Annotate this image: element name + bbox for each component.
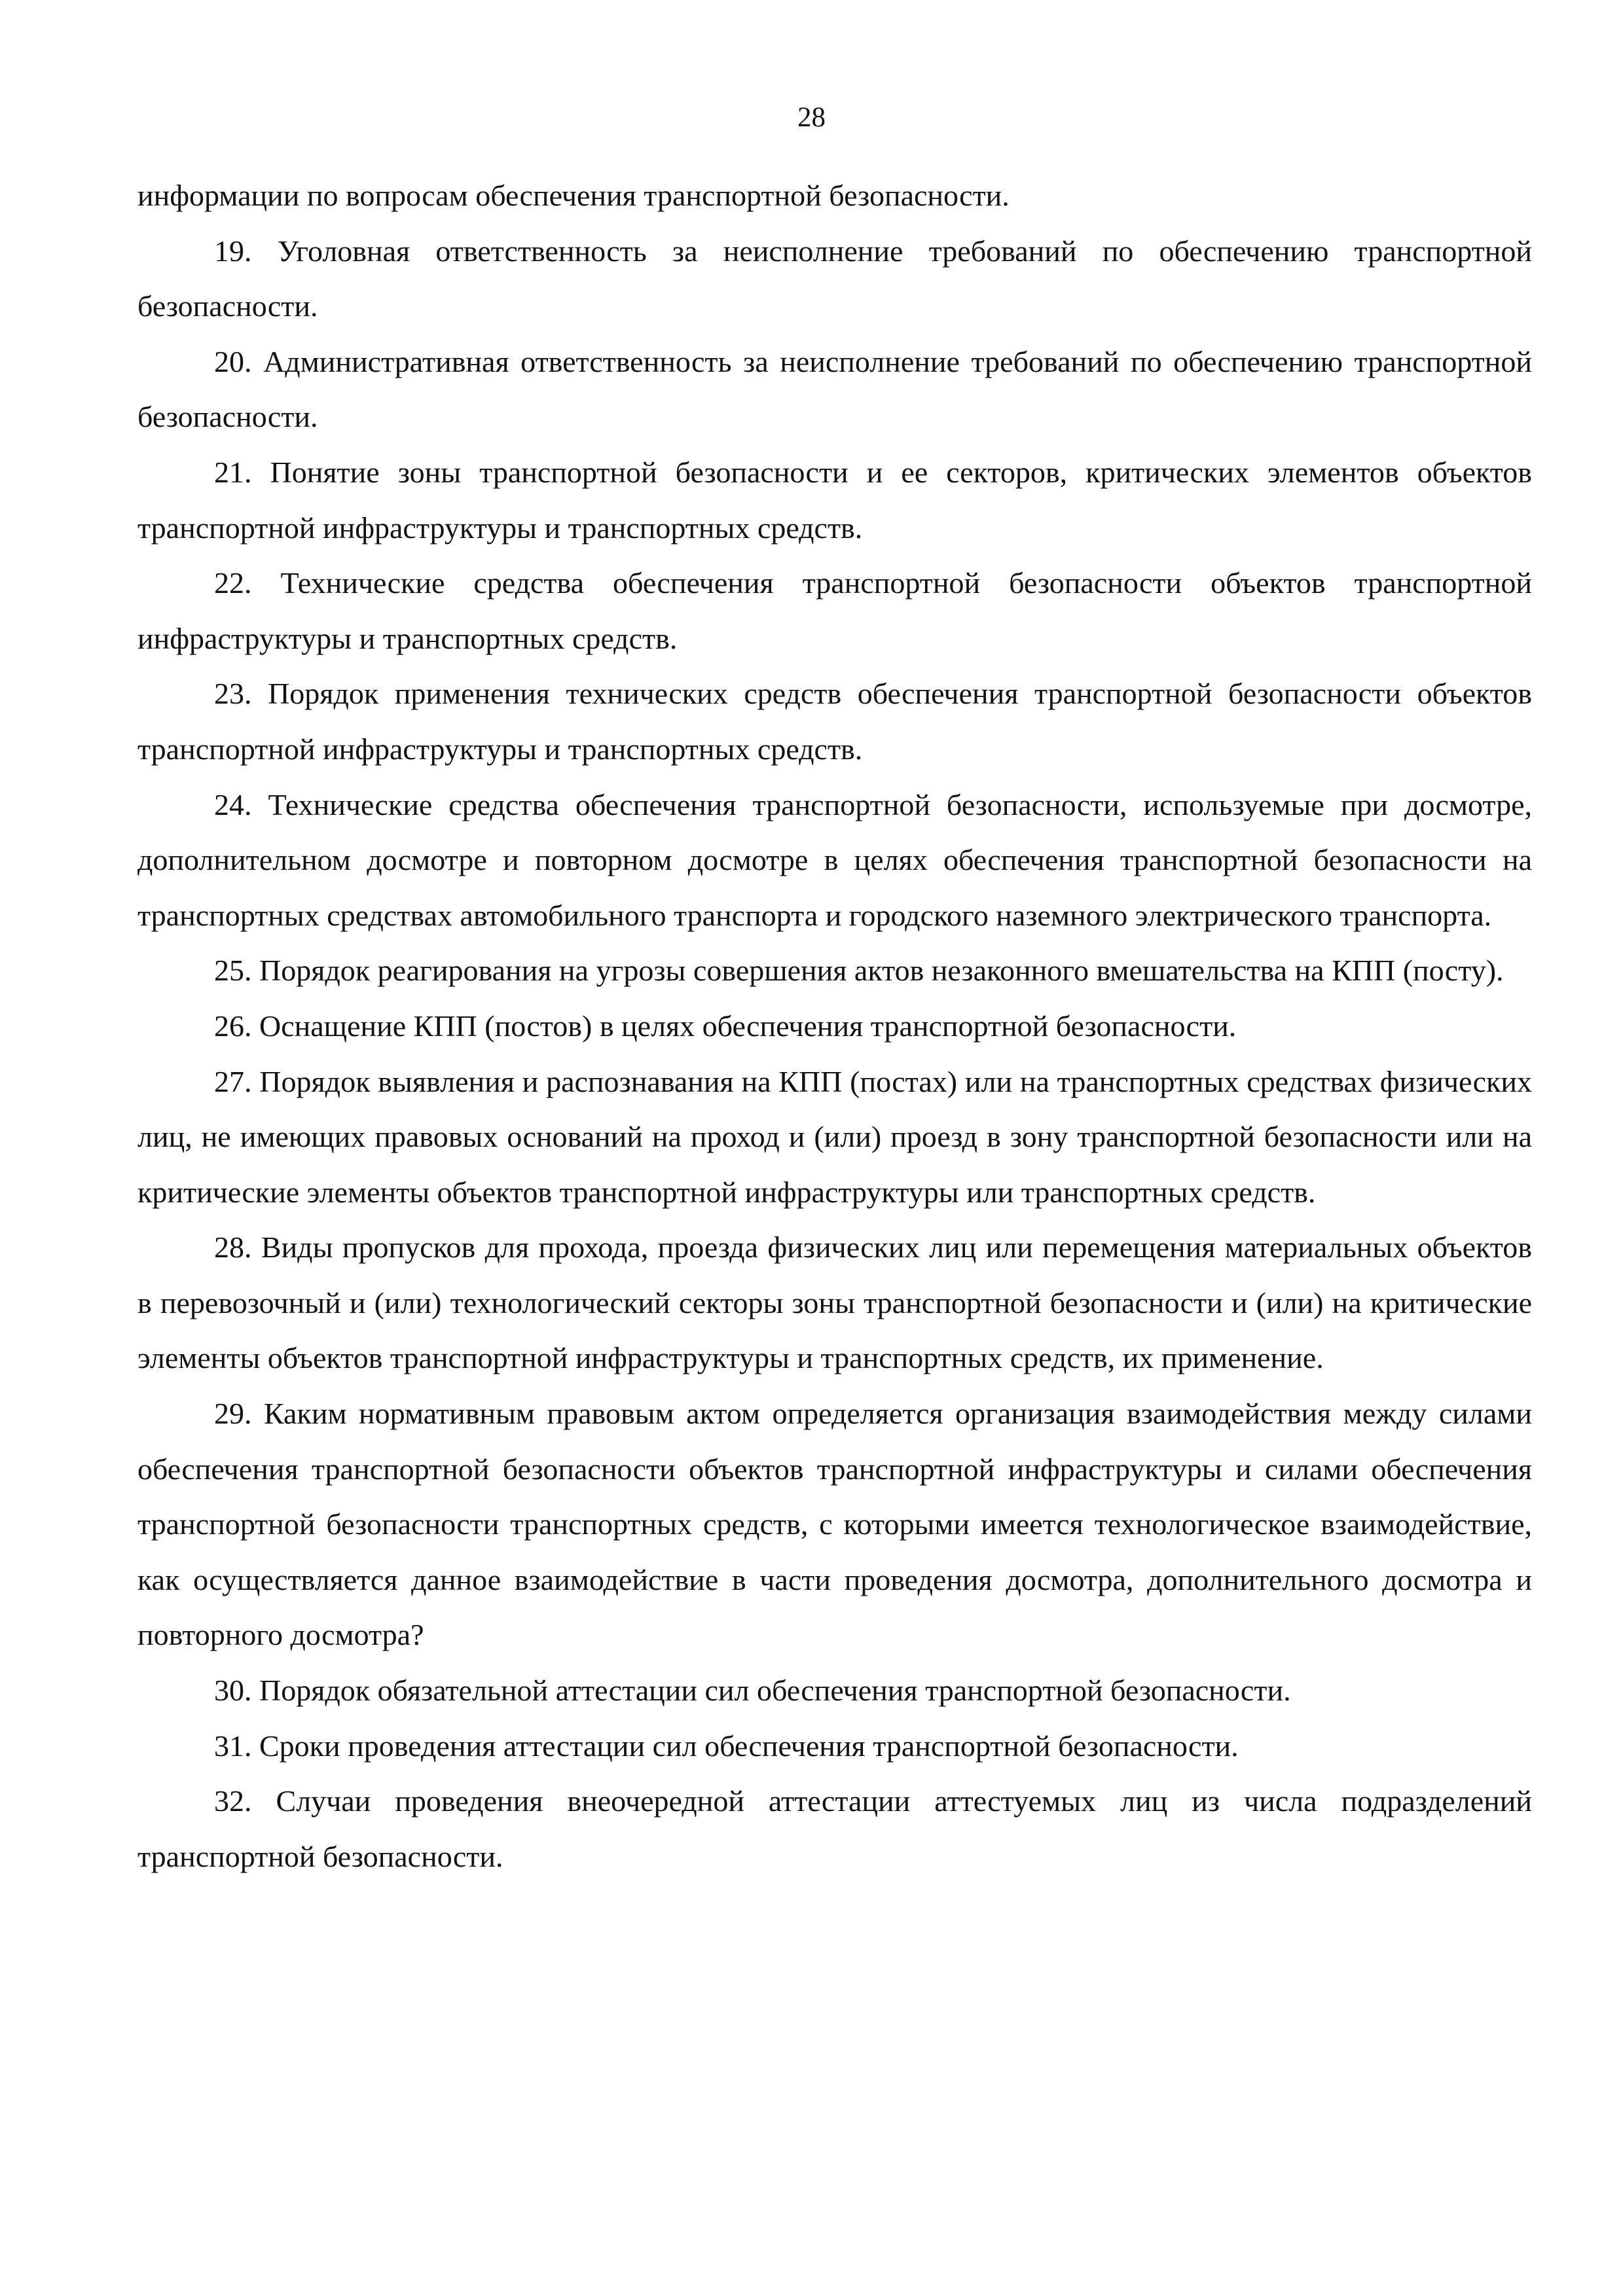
- list-item-26: 26. Оснащение КПП (постов) в целях обеспечения транспортной безопасности.: [214, 1009, 1237, 1043]
- list-item-23: 23. Порядок применения технических средств обеспечения транспортной безопасности объектов транспортной инфраструктуры и транспортных средств.: [137, 677, 1532, 766]
- page-number: 28: [797, 102, 826, 133]
- list-item-27: 27. Порядок выявления и распознавания на КПП (постах) или на транспортных средствах физических лиц, не имеющих правовых оснований на проход и (или) проезд в зону транспортной безопасности или на критические элементы объектов транспортной инфраструктуры или транспортных средств.: [137, 1064, 1532, 1209]
- list-item-24: 24. Технические средства обеспечения транспортной безопасности, используемые при досмотре, дополнительном досмотре и повторном досмотре в целях обеспечения транспортной безопасности на транспортных средствах автомобильного транспорта и городского наземного электрического транспорта.: [137, 787, 1532, 932]
- list-item-19: 19. Уголовная ответственность за неисполнение требований по обеспечению транспортной безопасности.: [137, 234, 1532, 323]
- list-item-29: 29. Каким нормативным правовым актом определяется организация взаимодействия между силами обеспечения транспортной безопасности объектов транспортной инфраструктуры и силами обеспечения транспортной безопасности транспортных средств, с которыми имеется технологическое взаимодействие, как осуществляется данное взаимодействие в части проведения досмотра, дополнительного досмотра и повторного досмотра?: [137, 1397, 1532, 1652]
- list-item-30: 30. Порядок обязательной аттестации сил обеспечения транспортной безопасности.: [214, 1674, 1291, 1708]
- list-item-25: 25. Порядок реагирования на угрозы совершения актов незаконного вмешательства на КПП (посту).: [214, 954, 1504, 988]
- list-item-22: 22. Технические средства обеспечения транспортной безопасности объектов транспортной инфраструктуры и транспортных средств.: [137, 566, 1532, 655]
- list-item-21: 21. Понятие зоны транспортной безопасности и ее секторов, критических элементов объектов транспортной инфраструктуры и транспортных средств.: [137, 455, 1532, 545]
- list-item-32: 32. Случаи проведения внеочередной аттестации аттестуемых лиц из числа подразделений транспортной безопасности.: [137, 1784, 1532, 1873]
- document-body: [137, 168, 1532, 1884]
- continuation-paragraph: информации по вопросам обеспечения транспортной безопасности.: [137, 179, 1010, 212]
- list-item-31: 31. Сроки проведения аттестации сил обеспечения транспортной безопасности.: [214, 1729, 1239, 1763]
- list-item-20: 20. Административная ответственность за неисполнение требований по обеспечению транспортной безопасности.: [137, 344, 1532, 434]
- list-item-28: 28. Виды пропусков для прохода, проезда физических лиц или перемещения материальных объектов в перевозочный и (или) технологический секторы зоны транспортной безопасности и (или) на критические элементы объектов транспортной инфраструктуры и транспортных средств, их применение.: [137, 1230, 1532, 1375]
